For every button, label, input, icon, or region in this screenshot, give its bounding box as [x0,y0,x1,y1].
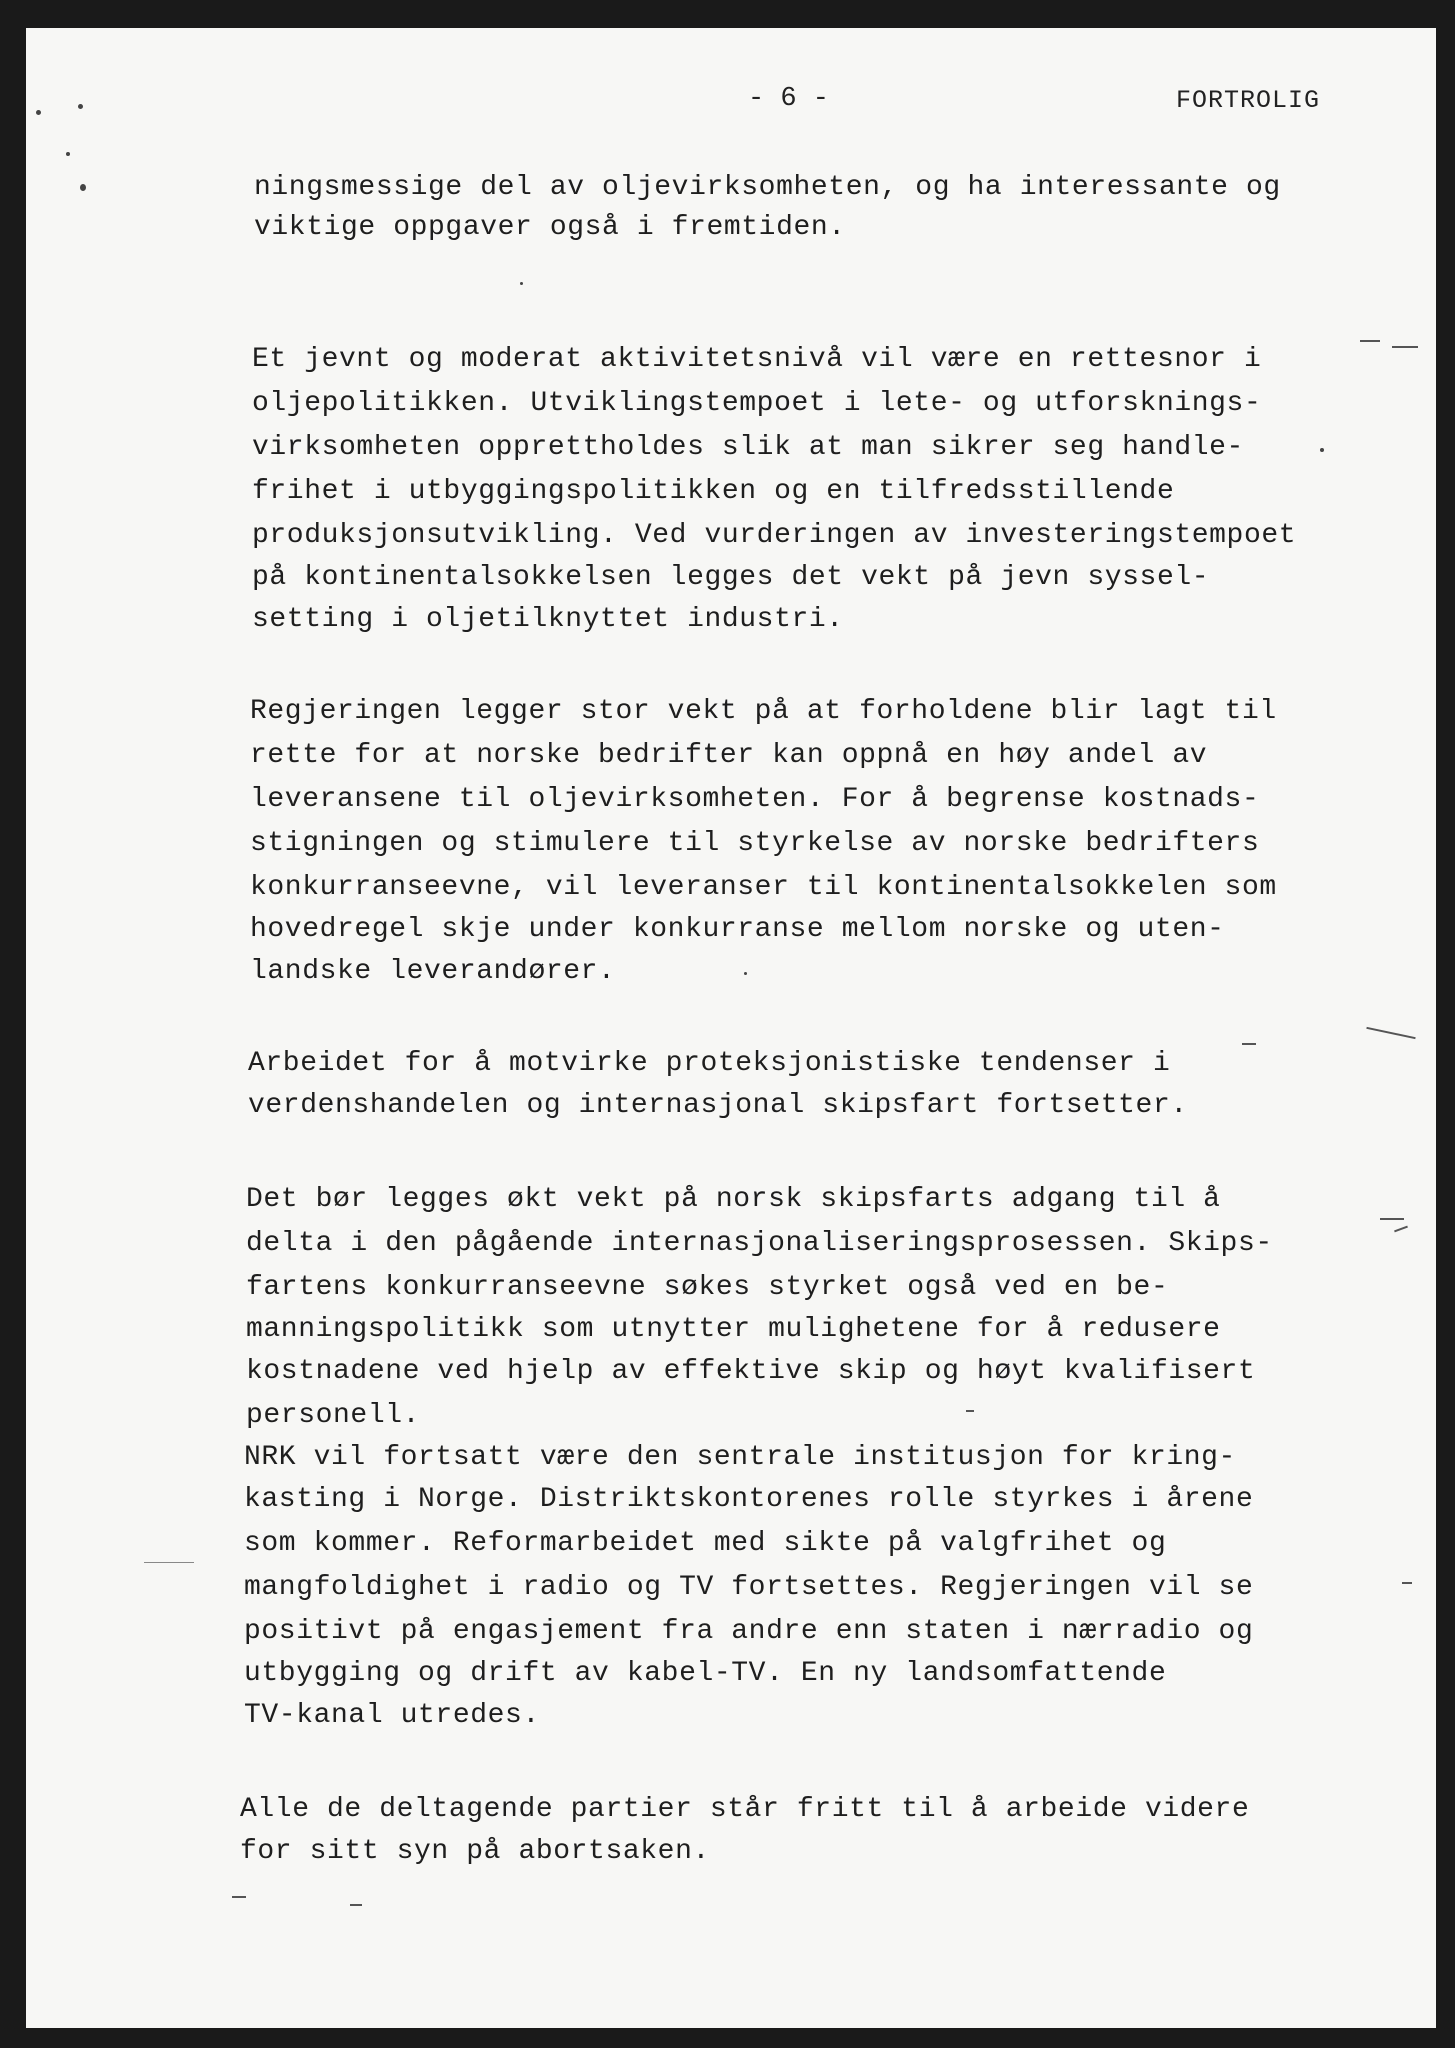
text-line: på kontinentalsokkelsen legges det vekt på jevn syssel- [252,562,1210,593]
text-line: oljepolitikken. Utviklingstempoet i lete- og utforsknings- [252,388,1262,419]
text-line: for sitt syn på abortsaken. [240,1836,710,1867]
document-page [26,28,1436,2028]
text-line: Regjeringen legger stor vekt på at forholdene blir lagt til [250,696,1277,727]
scan-mark [966,1410,974,1412]
scan-mark [1402,1582,1412,1584]
scan-mark [1380,1218,1404,1220]
text-line: Et jevnt og moderat aktivitetsnivå vil være en rettesnor i [252,344,1262,375]
text-line: leveransene til oljevirksomheten. For å begrense kostnads- [250,784,1260,815]
text-line: rette for at norske bedrifter kan oppnå en høy andel av [250,740,1208,771]
scan-speck [66,152,70,156]
text-line: produksjonsutvikling. Ved vurderingen av investeringstempoet [252,520,1297,551]
text-line: stigningen og stimulere til styrkelse av norske bedrifters [250,828,1260,859]
text-line: setting i oljetilknyttet industri. [252,604,844,635]
scan-speck [36,110,41,115]
text-line: viktige oppgaver også i fremtiden. [254,212,846,243]
text-line: konkurranseevne, vil leveranser til kontinentalsokkelen som [250,872,1277,903]
scan-speck [1320,448,1324,452]
scan-mark [1366,1027,1415,1039]
scan-speck [80,184,86,191]
page-number: - 6 - [748,84,830,114]
text-line: fartens konkurranseevne søkes styrket også ved en be- [246,1272,1169,1303]
text-line: ningsmessige del av oljevirksomheten, og ha interessante og [254,172,1281,203]
text-line: NRK vil fortsatt være den sentrale institusjon for kring- [244,1442,1236,1473]
text-line: kostnadene ved hjelp av effektive skip og høyt kvalifisert [246,1356,1256,1387]
text-line: frihet i utbyggingspolitikken og en tilfredsstillende [252,476,1175,507]
text-line: landske leverandører. [250,956,616,987]
scan-mark [350,1904,362,1906]
text-line: verdenshandelen og internasjonal skipsfart fortsetter. [248,1090,1188,1121]
scan-mark [1242,1043,1256,1045]
scan-speck [78,104,83,109]
text-line: Alle de deltagende partier står fritt til å arbeide videre [240,1794,1250,1825]
text-line: hovedregel skje under konkurranse mellom norske og uten- [250,914,1225,945]
classification-label: FORTROLIG [1176,86,1321,115]
text-line: virksomheten opprettholdes slik at man sikrer seg handle- [252,432,1244,463]
text-line: manningspolitikk som utnytter mulighetene for å redusere [246,1314,1221,1345]
text-line: positivt på engasjement fra andre enn staten i nærradio og [244,1616,1254,1647]
text-line: kasting i Norge. Distriktskontorenes rolle styrkes i årene [244,1484,1254,1515]
scan-mark [232,1896,246,1898]
text-line: mangfoldighet i radio og TV fortsettes. Regjeringen vil se [244,1572,1254,1603]
text-line: utbygging og drift av kabel-TV. En ny landsomfattende [244,1658,1167,1689]
scan-mark [144,1562,194,1563]
text-line: TV-kanal utredes. [244,1700,540,1731]
scan-mark [1394,1226,1408,1233]
scan-mark [1392,346,1418,348]
scan-speck [744,972,747,975]
text-line: Det bør legges økt vekt på norsk skipsfarts adgang til å [246,1184,1221,1215]
scan-speck [520,282,523,285]
text-line: Arbeidet for å motvirke proteksjonistiske tendenser i [248,1048,1171,1079]
text-line: delta i den pågående internasjonaliseringsprosessen. Skips- [246,1228,1273,1259]
scan-mark [1360,340,1380,342]
text-line: personell. [246,1400,421,1431]
text-line: som kommer. Reformarbeidet med sikte på valgfrihet og [244,1528,1167,1559]
